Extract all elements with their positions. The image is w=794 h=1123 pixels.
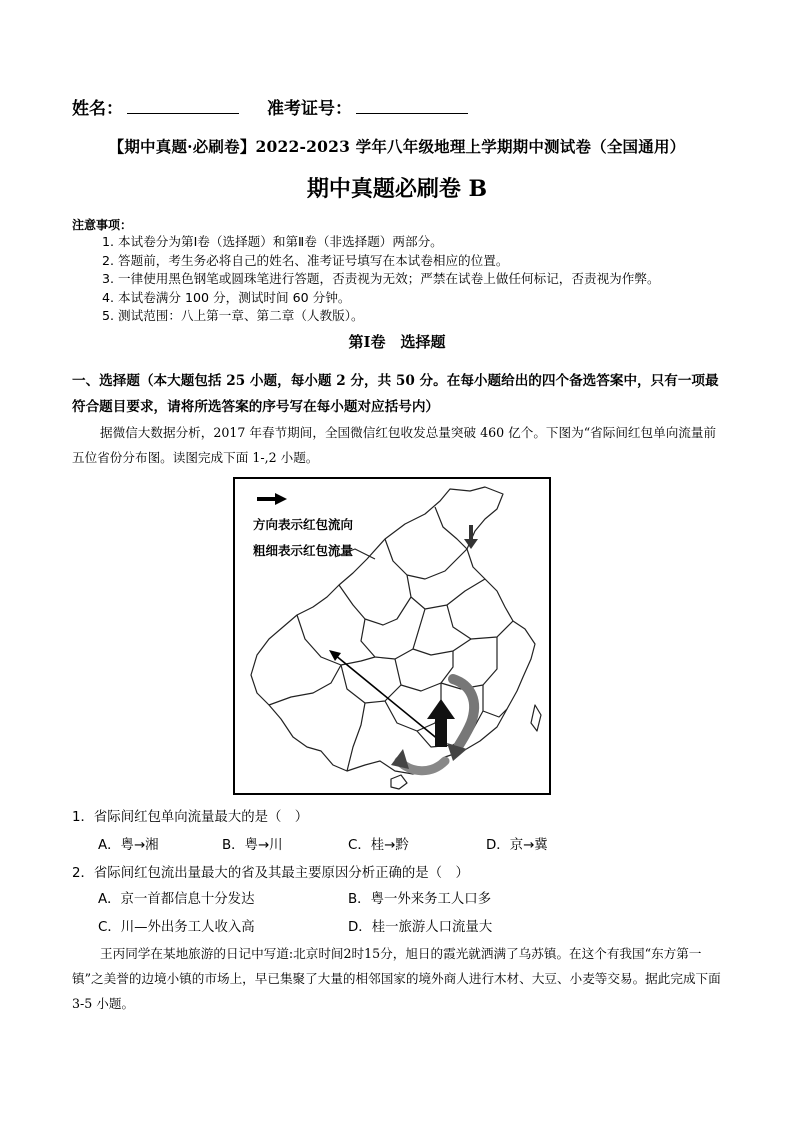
- question-1-option-b[interactable]: B．粤→川: [222, 838, 283, 853]
- question-2-option-c[interactable]: C．川—外出务工人收入高: [98, 920, 255, 935]
- province-boundary: [447, 605, 513, 639]
- province-boundary: [341, 659, 401, 703]
- map-outline: [251, 487, 535, 774]
- section-title: 第Ⅰ卷 选择题: [348, 333, 446, 351]
- passage-2: 王丙同学在某地旅游的日记中写道:北京时间2时15分，旭日的霞光就洒满了乌苏镇。在这个有我国“东方第一镇”之美誉的边境小镇的市场上，早已集聚了大量的相邻国家的境外商人进行木材、大豆、小麦等交易。据此完成下面 3-5 小题。: [72, 946, 721, 1011]
- name-label: 姓名：: [72, 99, 123, 119]
- province-boundary: [269, 665, 341, 705]
- note-item: 3. 一律使用黑色钢笔或圆珠笔进行答题，否责视为无效；严禁在试卷上做任何标记，否责视为作弊。: [102, 271, 660, 287]
- name-blank[interactable]: [127, 99, 239, 114]
- exam-id-blank[interactable]: [356, 99, 468, 114]
- note-item: 5. 测试范围：八上第一章、第二章（人教版）。: [102, 308, 364, 324]
- choice-intro: 一、选择题（本大题包括 25 小题，每小题 2 分，共 50 分。在每小题给出的四个备选答案中，只有一项最符合题目要求，请将所选答案的序号写在每小题对应括号内）: [72, 373, 719, 415]
- notes-list: [102, 233, 660, 326]
- question-1-stem: 1．省际间红包单向流量最大的是（ ）: [72, 810, 309, 825]
- note-item: 4. 本试卷满分 100 分，测试时间 60 分钟。: [102, 289, 351, 305]
- legend-thickness: 粗细表示红包流量: [253, 543, 354, 558]
- question-2-option-a[interactable]: A．京一首都信息十分发达: [98, 892, 255, 907]
- china-province-map: [235, 479, 549, 793]
- name-line: [72, 94, 468, 119]
- province-boundary: [347, 703, 365, 771]
- question-1-option-a[interactable]: A．粤→湘: [98, 838, 159, 853]
- question-2-stem: 2．省际间红包流出量最大的省及其最主要原因分析正确的是（ ）: [72, 866, 469, 881]
- flow-arrow-gd-hn: [453, 679, 474, 749]
- flow-arrow-up-thick-head: [427, 699, 455, 719]
- question-1-option-d[interactable]: D．京→冀: [486, 838, 548, 853]
- question-1-option-c[interactable]: C．桂→黔: [348, 838, 409, 853]
- exam-id-label: 准考证号：: [267, 99, 352, 119]
- exam-title: 【期中真题·必刷卷】2022-2023 学年八年级地理上学期期中测试卷（全国通用）: [108, 137, 686, 156]
- province-boundary: [413, 639, 471, 655]
- taiwan-island: [531, 705, 541, 731]
- passage-1: 据微信大数据分析，2017 年春节期间，全国微信红包收发总量突破 460 亿个。下图为“省际间红包单向流量前五位省份分布图。读图完成下面 1-,2 小题。: [72, 425, 717, 465]
- note-item: 2. 答题前，考生务必将自己的姓名、准考证号填写在本试卷相应的位置。: [102, 252, 509, 268]
- hainan-island: [391, 775, 407, 789]
- province-boundary: [435, 507, 467, 549]
- legend-direction: 方向表示红包流向: [253, 517, 354, 532]
- main-title: 期中真题必刷卷 B: [306, 176, 488, 202]
- notes-heading: 注意事项：: [72, 218, 133, 232]
- red-packet-map: [233, 477, 551, 795]
- question-2-option-b[interactable]: B．粤一外来务工人口多: [348, 892, 492, 907]
- province-boundary: [385, 539, 467, 579]
- question-2-option-d[interactable]: D．桂一旅游人口流量大: [348, 920, 493, 935]
- flow-arrow-gd-sc: [335, 655, 445, 745]
- province-boundary: [401, 651, 453, 691]
- note-item: 1. 本试卷分为第Ⅰ卷（选择题）和第Ⅱ卷（非选择题）两部分。: [102, 234, 443, 249]
- province-boundary: [339, 585, 411, 625]
- flow-arrow-gx-gz-head: [391, 749, 409, 769]
- province-boundary: [385, 683, 441, 731]
- province-boundary: [361, 609, 425, 659]
- province-boundary: [407, 575, 485, 609]
